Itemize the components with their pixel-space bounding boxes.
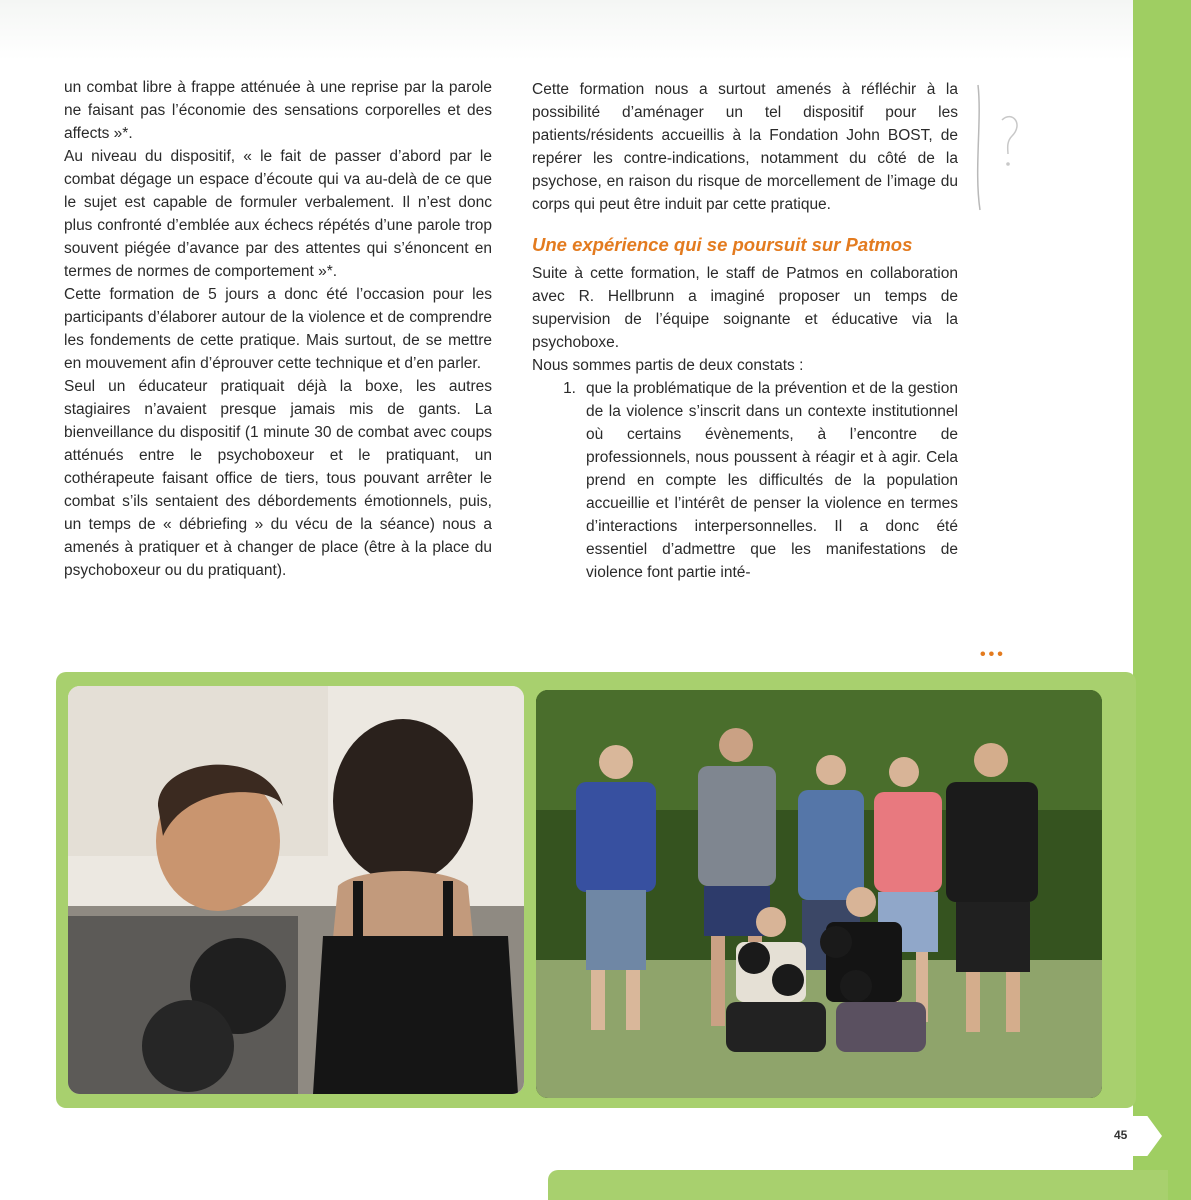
left-column [64, 76, 492, 582]
right-intro-paragraph: Cette formation nous a surtout amenés à réfléchir à la possibilité d’aménager un tel dispositif pour les patients/résidents accueillis à la Fondation John BOST, de repérer les contre-indications, notamment du côté de la psychose, en raison du risque de morcellement de l’image du corps qui peut être induit par cette pratique. [532, 81, 958, 213]
photo-group-illustration [536, 690, 1102, 1098]
right-paragraph-2: Nous sommes partis de deux constats : [532, 357, 804, 374]
right-green-band [1133, 0, 1191, 1200]
photo-psychoboxe-session [68, 686, 524, 1094]
page-number-tab [1040, 1116, 1162, 1156]
right-column [532, 78, 958, 584]
top-shadow [0, 0, 1191, 60]
page-number: 45 [1114, 1128, 1128, 1142]
left-paragraph-2: Au niveau du dispositif, « le fait de passer d’abord par le combat dégage un espace d’écoute qui va au-delà de ce que le sujet est capable de formuler verbalement. Il n’est donc plus confronté d’emblée aux échecs répétés d’une parole trop souvent piégée d’avance par des attentes qui s’énoncent en termes de normes de comportement »*. [64, 148, 492, 280]
list-number: 1. [563, 380, 576, 397]
section-subheading: Une expérience qui se poursuit sur Patmos [532, 234, 913, 255]
continuation-dots: ••• [980, 646, 1006, 663]
left-paragraph-3: Cette formation de 5 jours a donc été l’occasion pour les participants d’élaborer autour de la violence et de comprendre les fondements de cette pratique. Mais surtout, de se mettre en mouvement afin d’éprouver cette technique et d’en parler. [64, 286, 492, 372]
sketch-decoration [968, 80, 1028, 220]
numbered-list-item [532, 377, 958, 584]
left-paragraph-1: un combat libre à frappe atténuée à une reprise par la parole ne faisant pas l’économie des sensations corporelles et des affects »*. [64, 79, 492, 142]
bottom-green-strip [548, 1170, 1168, 1200]
right-paragraph-1: Suite à cette formation, le staff de Patmos en collaboration avec R. Hellbrunn a imaginé proposer un temps de supervision de l’équipe soignante et éducative via la psychoboxe. [532, 265, 958, 351]
photo-psychoboxe-illustration [68, 686, 524, 1094]
list-text: que la problématique de la prévention et de la gestion de la violence s’inscrit dans un contexte institutionnel où certains évènements, à l’encontre de professionnels, nous poussent à réagir et à agir. Cela prend en compte les difficultés de la population accueillie et l’intérêt de penser la violence en termes d’interactions interpersonnelles. Il a donc été essentiel d’admettre que les manifestations de violence font partie inté- [586, 380, 958, 581]
photo-group-patmos [536, 690, 1102, 1098]
left-paragraph-4: Seul un éducateur pratiquait déjà la boxe, les autres stagiaires n’avaient presque jamais mis de gants. La bienveillance du dispositif (1 minute 30 de combat avec coups atténués entre le psychoboxeur et le pratiquant, un cothérapeute faisant office de tiers, tous pouvant arrêter le combat s’ils sentaient des débordements émotionnels, puis, un temps de « débriefing » du vécu de la séance) nous a amenés à pratiquer et à changer de place (être à la place du psychoboxeur ou du pratiquant). [64, 378, 492, 579]
